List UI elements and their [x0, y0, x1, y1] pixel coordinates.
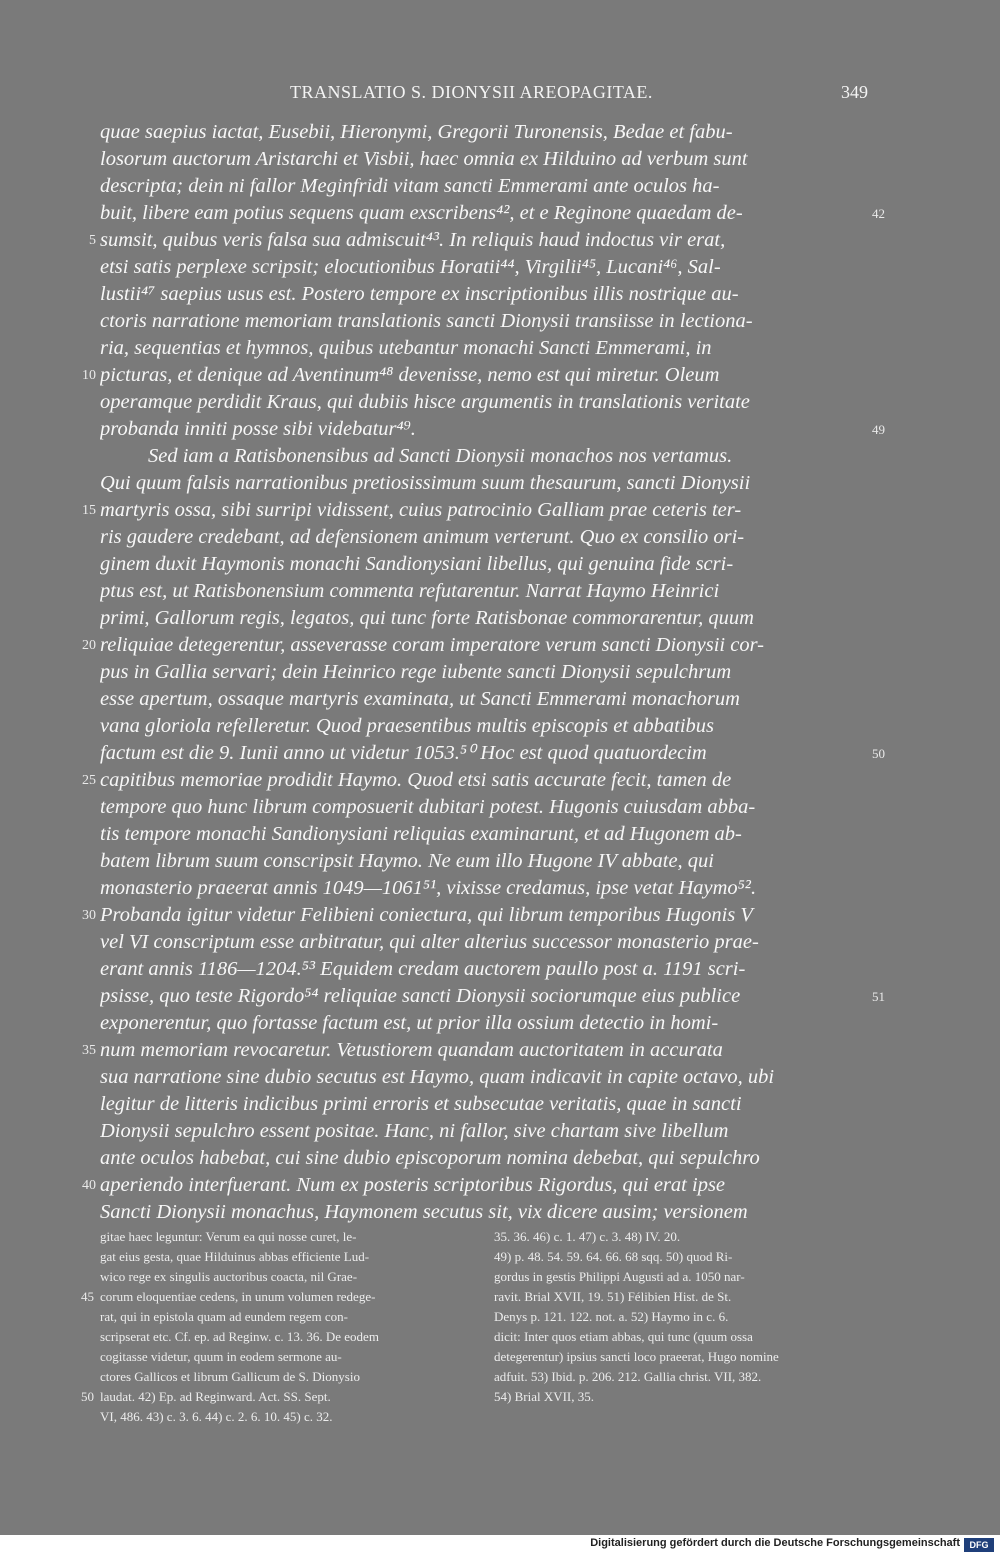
footnote-line-number: 50	[81, 1389, 94, 1404]
margin-note: 50	[872, 746, 885, 761]
text-line: lustii⁴⁷ saepius usus est. Postero tempore ex inscriptionibus illis nostrique au-	[100, 283, 739, 305]
footnote-line: corum eloquentiae cedens, in unum volumen redege-	[100, 1289, 376, 1304]
line-number: 10	[82, 368, 96, 383]
text-line: primi, Gallorum regis, legatos, qui tunc forte Ratisbonae commorarentur, quum	[100, 607, 754, 629]
text-line: erant annis 1186—1204.⁵³ Equidem credam auctorem paullo post a. 1191 scri-	[100, 958, 746, 980]
line-number: 35	[82, 1043, 96, 1058]
line-number: 40	[82, 1178, 96, 1193]
text-line: esse apertum, ossaque martyris examinata, ut Sancti Emmerami monachorum	[100, 688, 740, 710]
text-line: operamque perdidit Kraus, qui dubiis hisce argumentis in translationis veritate	[100, 391, 750, 413]
text-line: vel VI conscriptum esse arbitratur, qui alter alterius successor monasterio prae-	[100, 931, 759, 953]
text-line: ante oculos habebat, cui sine dubio episcoporum nomina debebat, qui sepulchro	[100, 1147, 760, 1169]
text-line: num memoriam revocaretur. Vetustiorem quandam auctoritatem in accurata	[100, 1039, 723, 1061]
footnote-line: gat eius gesta, quae Hilduinus abbas efficiente Lud-	[100, 1249, 370, 1264]
footnote-line: cogitasse videtur, quum in eodem sermone au-	[100, 1349, 342, 1364]
line-number: 25	[82, 773, 96, 788]
footnote-line: wico rege ex singulis auctoribus coacta, nil Grae-	[100, 1269, 358, 1284]
footnote-line: laudat. 42) Ep. ad Reginward. Act. SS. Sept.	[100, 1389, 331, 1404]
text-line: tempore quo hunc librum composuerit dubitari potest. Hugonis cuiusdam abba-	[100, 796, 756, 818]
digitization-footer	[0, 1535, 1000, 1555]
text-line: capitibus memoriae prodidit Haymo. Quod etsi satis accurate fecit, tamen de	[100, 769, 732, 791]
footnote-line: gitae haec leguntur: Verum ea qui nosse curet, le-	[100, 1229, 357, 1244]
running-head	[100, 82, 868, 110]
footnote-line: dicit: Inter quos etiam abbas, qui tunc (quum ossa	[494, 1329, 753, 1344]
footnote-line: Denys p. 121. 122. not. a. 52) Haymo in c. 6.	[494, 1309, 729, 1324]
text-line: monasterio praeerat annis 1049—1061⁵¹, vixisse credamus, ipse vetat Haymo⁵².	[100, 877, 757, 899]
text-line: descripta; dein ni fallor Meginfridi vitam sancti Emmerami ante oculos ha-	[100, 175, 720, 197]
running-head-title: TRANSLATIO S. DIONYSII AREOPAGITAE.	[290, 82, 653, 102]
text-line: pus in Gallia servari; dein Heinrico rege iubente sancti Dionysii sepulchrum	[100, 661, 732, 683]
text-line: quae saepius iactat, Eusebii, Hieronymi, Gregorii Turonensis, Bedae et fabu-	[100, 121, 733, 143]
footnote-line-number: 45	[81, 1289, 94, 1304]
text-line: exponerentur, quo fortasse factum est, ut prior illa ossium detectio in homi-	[100, 1012, 719, 1034]
footnote-line: rat, qui in epistola quam ad eundem regem con-	[100, 1309, 349, 1324]
text-line: sumsit, quibus veris falsa sua admiscuit⁴³. In reliquis haud indoctus vir erat,	[100, 229, 726, 251]
text-line: probanda inniti posse sibi videbatur⁴⁹.	[100, 418, 416, 440]
text-line: Sancti Dionysii monachus, Haymonem secutus sit, vix dicere ausim; versionem	[100, 1201, 748, 1223]
footnote-line: 35. 36. 46) c. 1. 47) c. 3. 48) IV. 20.	[494, 1229, 681, 1244]
line-number: 5	[89, 233, 96, 248]
page-number: 349	[841, 82, 868, 102]
footnote-line: gordus in gestis Philippi Augusti ad a. 1050 nar-	[494, 1269, 745, 1284]
text-line: ptus est, ut Ratisbonensium commenta refutarentur. Narrat Haymo Heinrici	[100, 580, 720, 602]
text-line: Dionysii sepulchro essent positae. Hanc, ni fallor, sive chartam sive libellum	[100, 1120, 729, 1142]
text-line: psisse, quo teste Rigordo⁵⁴ reliquiae sancti Dionysii sociorumque eius publice	[100, 985, 741, 1007]
text-line: ria, sequentias et hymnos, quibus utebantur monachi Sancti Emmerami, in	[100, 337, 712, 359]
text-line: reliquiae detegerentur, asseverasse coram imperatore verum sancti Dionysii cor-	[100, 634, 764, 656]
text-line: ctoris narratione memoriam translationis sancti Dionysii transiisse in lectiona-	[100, 310, 753, 332]
footnote-line: scripserat etc. Cf. ep. ad Reginw. c. 13. 36. De eodem	[100, 1329, 379, 1344]
text-line: sua narratione sine dubio secutus est Haymo, quam indicavit in capite octavo, ubi	[100, 1066, 775, 1088]
footnote-line: 49) p. 48. 54. 59. 64. 66. 68 sqq. 50) quod Ri-	[494, 1249, 733, 1264]
text-line: legitur de litteris indicibus primi erroris et subsecutae veritatis, quae in sancti	[100, 1093, 742, 1115]
text-line: tis tempore monachi Sandionysiani reliquias examinarunt, et ad Hugonem ab-	[100, 823, 742, 845]
text-line: buit, libere eam potius sequens quam exscribens⁴², et e Reginone quaedam de-	[100, 202, 743, 224]
text-line: martyris ossa, sibi surripi vidissent, cuius patrocinio Galliam prae ceteris ter-	[100, 499, 742, 521]
footnote-line: adfuit. 53) Ibid. p. 206. 212. Gallia christ. VII, 382.	[494, 1369, 762, 1384]
text-line: Probanda igitur videtur Felibieni coniectura, qui librum temporibus Hugonis V	[100, 904, 753, 926]
text-line: picturas, et denique ad Aventinum⁴⁸ devenisse, nemo est qui miretur. Oleum	[100, 364, 720, 386]
text-line: batem librum suum conscripsit Haymo. Ne eum illo Hugone IV abbate, qui	[100, 850, 714, 872]
text-line: Qui quum falsis narrationibus pretiosissimum suum thesaurum, sancti Dionysii	[100, 472, 751, 494]
footnote-line: ravit. Brial XVII, 19. 51) Félibien Hist. de St.	[494, 1289, 732, 1304]
line-number: 30	[82, 908, 96, 923]
footnote-line: detegerentur) ipsius sancti loco praeerat, Hugo nomine	[494, 1349, 779, 1364]
footnote-line: 54) Brial XVII, 35.	[494, 1389, 595, 1404]
footnote-line: ctores Gallicos et librum Gallicum de S. Dionysio	[100, 1369, 360, 1384]
funding-credit: Digitalisierung gefördert durch die Deutsche Forschungsgemeinschaft	[590, 1537, 960, 1549]
text-line: Sed iam a Ratisbonensibus ad Sancti Dionysii monachos nos vertamus.	[148, 445, 733, 467]
margin-note: 42	[872, 206, 885, 221]
text-line: losorum auctorum Aristarchi et Visbii, haec omnia ex Hilduino ad verbum sunt	[100, 148, 748, 170]
text-line: vana gloriola refelleretur. Quod praesentibus multis episcopis et abbatibus	[100, 715, 715, 737]
text-line: aperiendo interfuerant. Num ex posteris scriptoribus Rigordus, qui erat ipse	[100, 1174, 726, 1196]
text-line: factum est die 9. Iunii anno ut videtur 1053.⁵⁰ Hoc est quod quatuordecim	[100, 742, 707, 764]
line-number: 20	[82, 638, 96, 653]
margin-note: 51	[872, 989, 885, 1004]
text-line: ginem duxit Haymonis monachi Sandionysiani libellus, qui genuina fide scri-	[100, 553, 734, 575]
margin-note: 49	[872, 422, 885, 437]
text-line: ris gaudere credebant, ad defensionem animum verterunt. Quo ex consilio ori-	[100, 526, 745, 548]
line-number: 15	[82, 503, 96, 518]
footnote-line: VI, 486. 43) c. 3. 6. 44) c. 2. 6. 10. 45) c. 32.	[100, 1409, 333, 1424]
text-line: etsi satis perplexe scripsit; elocutionibus Horatii⁴⁴, Virgilii⁴⁵, Lucani⁴⁶, Sal-	[100, 256, 721, 278]
dfg-logo-icon: DFG	[964, 1538, 994, 1552]
